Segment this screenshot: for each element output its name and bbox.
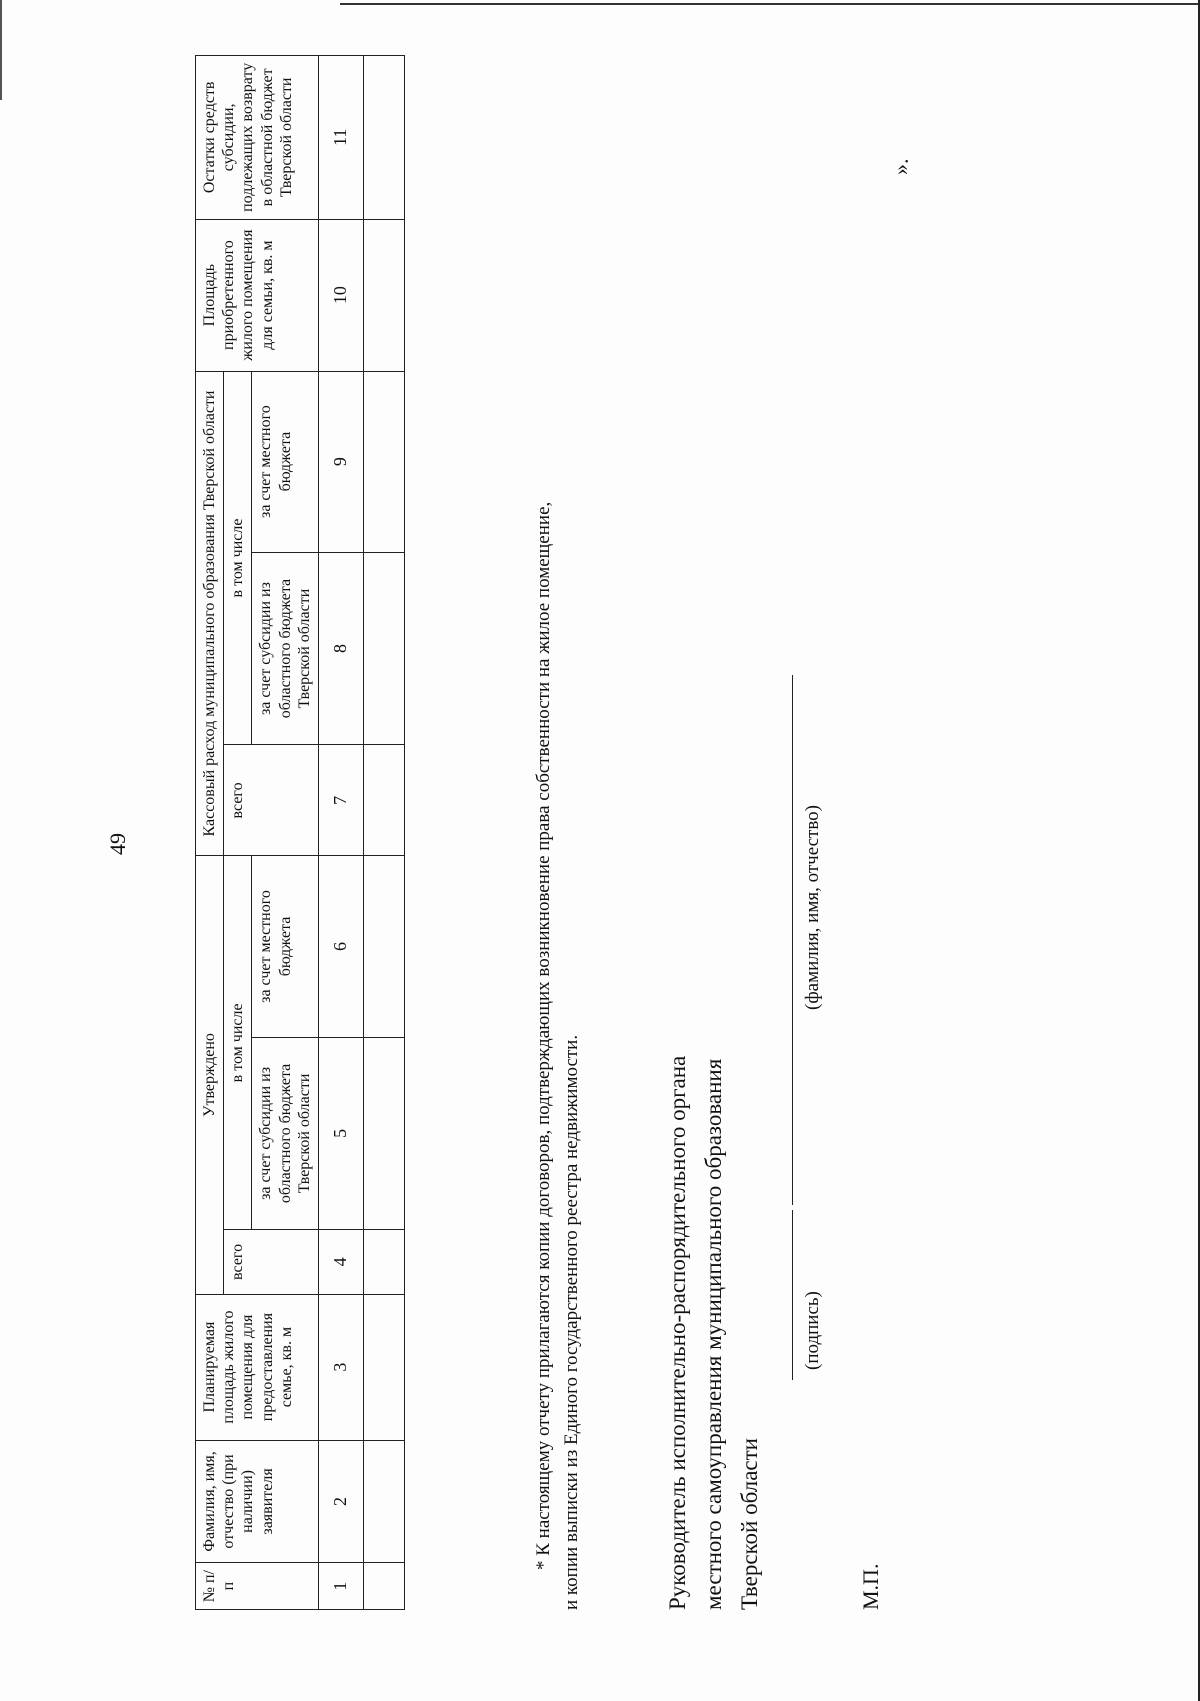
- header-planned-area: Планируемая площадь жилого помещения для предоставления семье, кв. м: [196, 1294, 319, 1440]
- table-cell: [363, 1440, 404, 1563]
- column-number: 1: [318, 1563, 363, 1610]
- table-cell: [363, 745, 404, 856]
- column-number: 4: [318, 1230, 363, 1294]
- header-approved-regional: за счет субсидии из областного бюджета Тверской области: [252, 1037, 319, 1230]
- header-acquired-area: Площадь приобретенного жилого помещения для семьи, кв. м: [196, 219, 319, 371]
- report-table: [195, 55, 405, 1610]
- signatory-title-line-1: Руководитель исполнительно-распорядительного органа: [665, 1055, 690, 1610]
- stamp-placeholder: М.П.: [858, 1563, 883, 1610]
- column-number-row: [318, 56, 363, 1610]
- signature-line: [792, 1210, 793, 1380]
- name-line: [792, 675, 793, 1205]
- table-cell: [363, 1037, 404, 1230]
- column-number: 10: [318, 219, 363, 371]
- table-cell: [363, 1230, 404, 1294]
- signatory-title-line-2: местного самоуправления муниципального образования: [701, 1058, 726, 1610]
- header-approved: Утверждено: [196, 856, 224, 1294]
- table-cell: [363, 1563, 404, 1610]
- header-num: № п/п: [196, 1563, 319, 1610]
- footnote: [530, 55, 586, 1610]
- column-number: 6: [318, 856, 363, 1037]
- header-cash-total: всего: [224, 745, 319, 856]
- rotated-document: [0, 50, 1120, 1610]
- signatory-title: [660, 710, 768, 1610]
- page-number: 49: [105, 833, 130, 855]
- header-approved-total: всего: [224, 1230, 319, 1294]
- column-number: 5: [318, 1037, 363, 1230]
- column-number: 9: [318, 371, 363, 552]
- header-cash-including: в том числе: [224, 371, 252, 745]
- column-number: 7: [318, 745, 363, 856]
- header-cash-local: за счет местного бюджета: [252, 371, 319, 552]
- column-number: 11: [318, 56, 363, 220]
- column-number: 3: [318, 1294, 363, 1440]
- signature-caption: (подпись): [802, 1291, 823, 1370]
- table-cell: [363, 56, 404, 220]
- header-row-1: [196, 56, 224, 1610]
- signatory-title-line-3: Тверской области: [737, 1438, 762, 1610]
- closing-quote: ».: [888, 158, 913, 175]
- header-approved-including: в том числе: [224, 856, 252, 1230]
- empty-data-row: [363, 56, 404, 1610]
- header-approved-local: за счет местного бюджета: [252, 856, 319, 1037]
- table-cell: [363, 856, 404, 1037]
- column-number: 2: [318, 1440, 363, 1563]
- header-cash-regional: за счет субсидии из областного бюджета Тверской области: [252, 552, 319, 745]
- table-cell: [363, 552, 404, 745]
- footnote-line-1: * К настоящему отчету прилагаются копии договоров, подтверждающих возникновение права собственности на жилое помещение,: [533, 501, 554, 1570]
- table-cell: [363, 219, 404, 371]
- header-remaining-funds: Остатки средств субсидии, подлежащих возврату в областной бюджет Тверской области: [196, 56, 319, 220]
- scan-edge-top: [340, 3, 1200, 5]
- table-cell: [363, 1294, 404, 1440]
- header-cash-expense: Кассовый расход муниципального образования Тверской области: [196, 371, 224, 856]
- column-number: 8: [318, 552, 363, 745]
- footnote-line-2: и копии выписки из Единого государственного реестра недвижимости.: [561, 1034, 582, 1610]
- table-cell: [363, 371, 404, 552]
- header-applicant: Фамилия, имя, отчество (при наличии) заявителя: [196, 1440, 319, 1563]
- name-caption: (фамилия, имя, отчество): [802, 804, 823, 1010]
